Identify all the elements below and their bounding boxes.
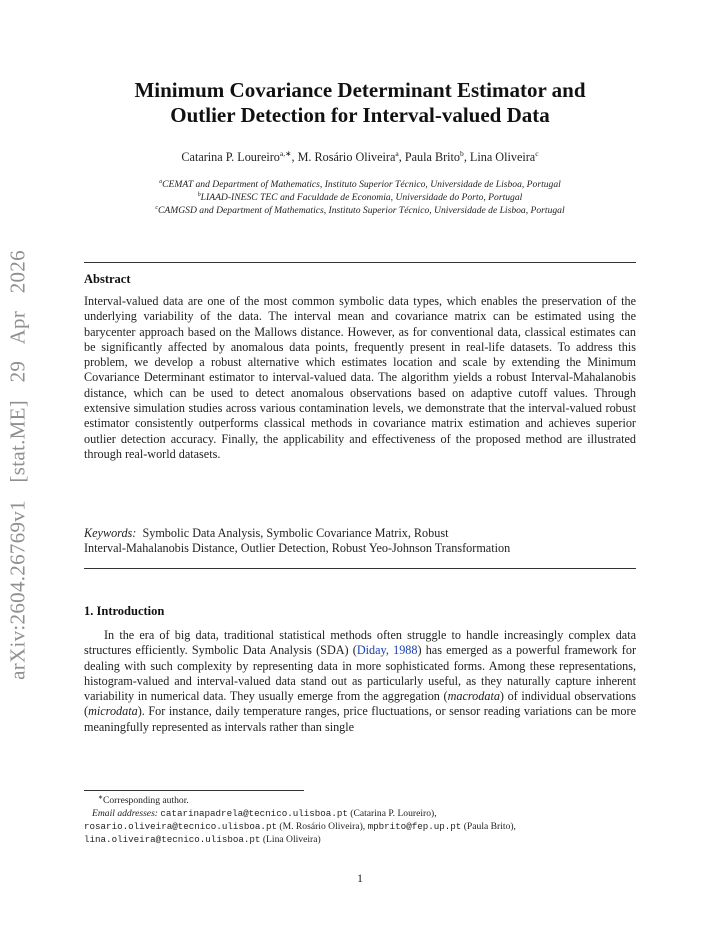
footnote-corresponding: ∗Corresponding author. (98, 794, 189, 806)
footnote-rule (84, 790, 304, 791)
keywords (84, 526, 636, 557)
author: Catarina P. Loureiro$^{a,∗}$, (181, 148, 298, 164)
footnote (84, 794, 636, 846)
author: M. Rosário Oliveira$^a$, (297, 148, 405, 164)
arxiv-id: arXiv:2604.26769v1 [stat.ME] 29 Apr 2026 (5, 250, 30, 680)
affiliation: $^b$LIAAD-INESC TEC and Faculdade de Economia, Universidade do Porto, Portugal (197, 191, 523, 203)
abstract-text: Interval-valued data are one of the most common symbolic data types, which enables the preservation of the underlying variability of the data. The interval mean and covariance matrix can be estimated using the barycenter approach based on the Mallows distance. However, as for conventional data, classical estimates can be significantly affected by anomalous data points, frequently present in real-life datasets. To address this problem, we develop a robust alternative which estimates location and scale by extending the Minimum Covariance Determinant estimator to interval-valued data. The algorithm yields a robust Interval-Mahalanobis distance, which can be used to detect anomalous observations based on adaptive cutoff values. Through extensive simulation studies across various contamination levels, we demonstrate that the interval-valued robust estimator consistently outperforms classical methods in covariance matrix estimation and achieves superior outlier detection accuracy. Finally, the applicability and effectiveness of the proposed method are illustrated through real-world datasets. (84, 294, 636, 461)
affiliations (84, 178, 636, 217)
abstract-heading: Abstract (84, 272, 131, 286)
keywords-label: Keywords: (84, 526, 137, 540)
email-link: rosario.oliveira@tecnico.ulisboa.pt (84, 821, 277, 832)
affiliation: $^c$CAMGSD and Department of Mathematics, Instituto Superior Técnico, Universidade de Lisboa, Portugal (155, 204, 565, 216)
footnote-emails-line-2: rosario.oliveira@tecnico.ulisboa.pt (M. Rosário Oliveira), mpbrito@fep.up.pt (Paula Brito), (84, 821, 516, 832)
section-heading-introduction: 1. Introduction (84, 604, 165, 618)
paper-title (84, 78, 636, 128)
affiliation: $^a$CEMAT and Department of Mathematics, Instituto Superior Técnico, Universidade de Lisboa, Portugal (159, 178, 561, 190)
author: Paula Brito$^b$, (404, 148, 470, 164)
email-link: catarinapadrela@tecnico.ulisboa.pt (160, 808, 348, 819)
citation-link[interactable]: Diday, 1988 (356, 643, 418, 658)
email-link: mpbrito@fep.up.pt (367, 821, 462, 832)
keywords-line-2: Interval-Mahalanobis Distance, Outlier Detection, Robust Yeo-Johnson Transformation (84, 541, 511, 556)
page-number: 1 (357, 871, 363, 885)
email-link: lina.oliveira@tecnico.ulisboa.pt (84, 834, 261, 845)
title-line-1: Minimum Covariance Determinant Estimator and (134, 78, 586, 102)
title-line-2: Outlier Detection for Interval-valued Data (170, 103, 550, 127)
author: Lina Oliveira$^c$ (469, 148, 539, 164)
keywords-line-1: Keywords: Symbolic Data Analysis, Symbolic Covariance Matrix, Robust (84, 526, 449, 540)
footnote-emails-line-3: lina.oliveira@tecnico.ulisboa.pt (Lina Oliveira) (84, 834, 321, 845)
footnote-emails-line-1: Email addresses: catarinapadrela@tecnico.ulisboa.pt (Catarina P. Loureiro), (92, 808, 437, 819)
abstract-top-rule (84, 262, 636, 263)
abstract-bottom-rule (84, 568, 636, 569)
introduction-paragraph: In the era of big data, traditional statistical methods often struggle to handle increasingly complex data structures efficiently. Symbolic Data Analysis (SDA) (Diday, 1988) has emerged as a powerful framework for dealing with such complexity by representing data in more sophisticated forms. Among these representations, histogram-valued and interval-valued data stand out as particularly useful, as they naturally capture inherent variability in numerical data. They usually emerge from the aggregation (macrodata) of individual observations (microdata). For instance, daily temperature ranges, price fluctuations, or sensor reading variations can be more meaningfully represented as intervals rather than single (84, 628, 637, 734)
author-list (84, 150, 636, 165)
